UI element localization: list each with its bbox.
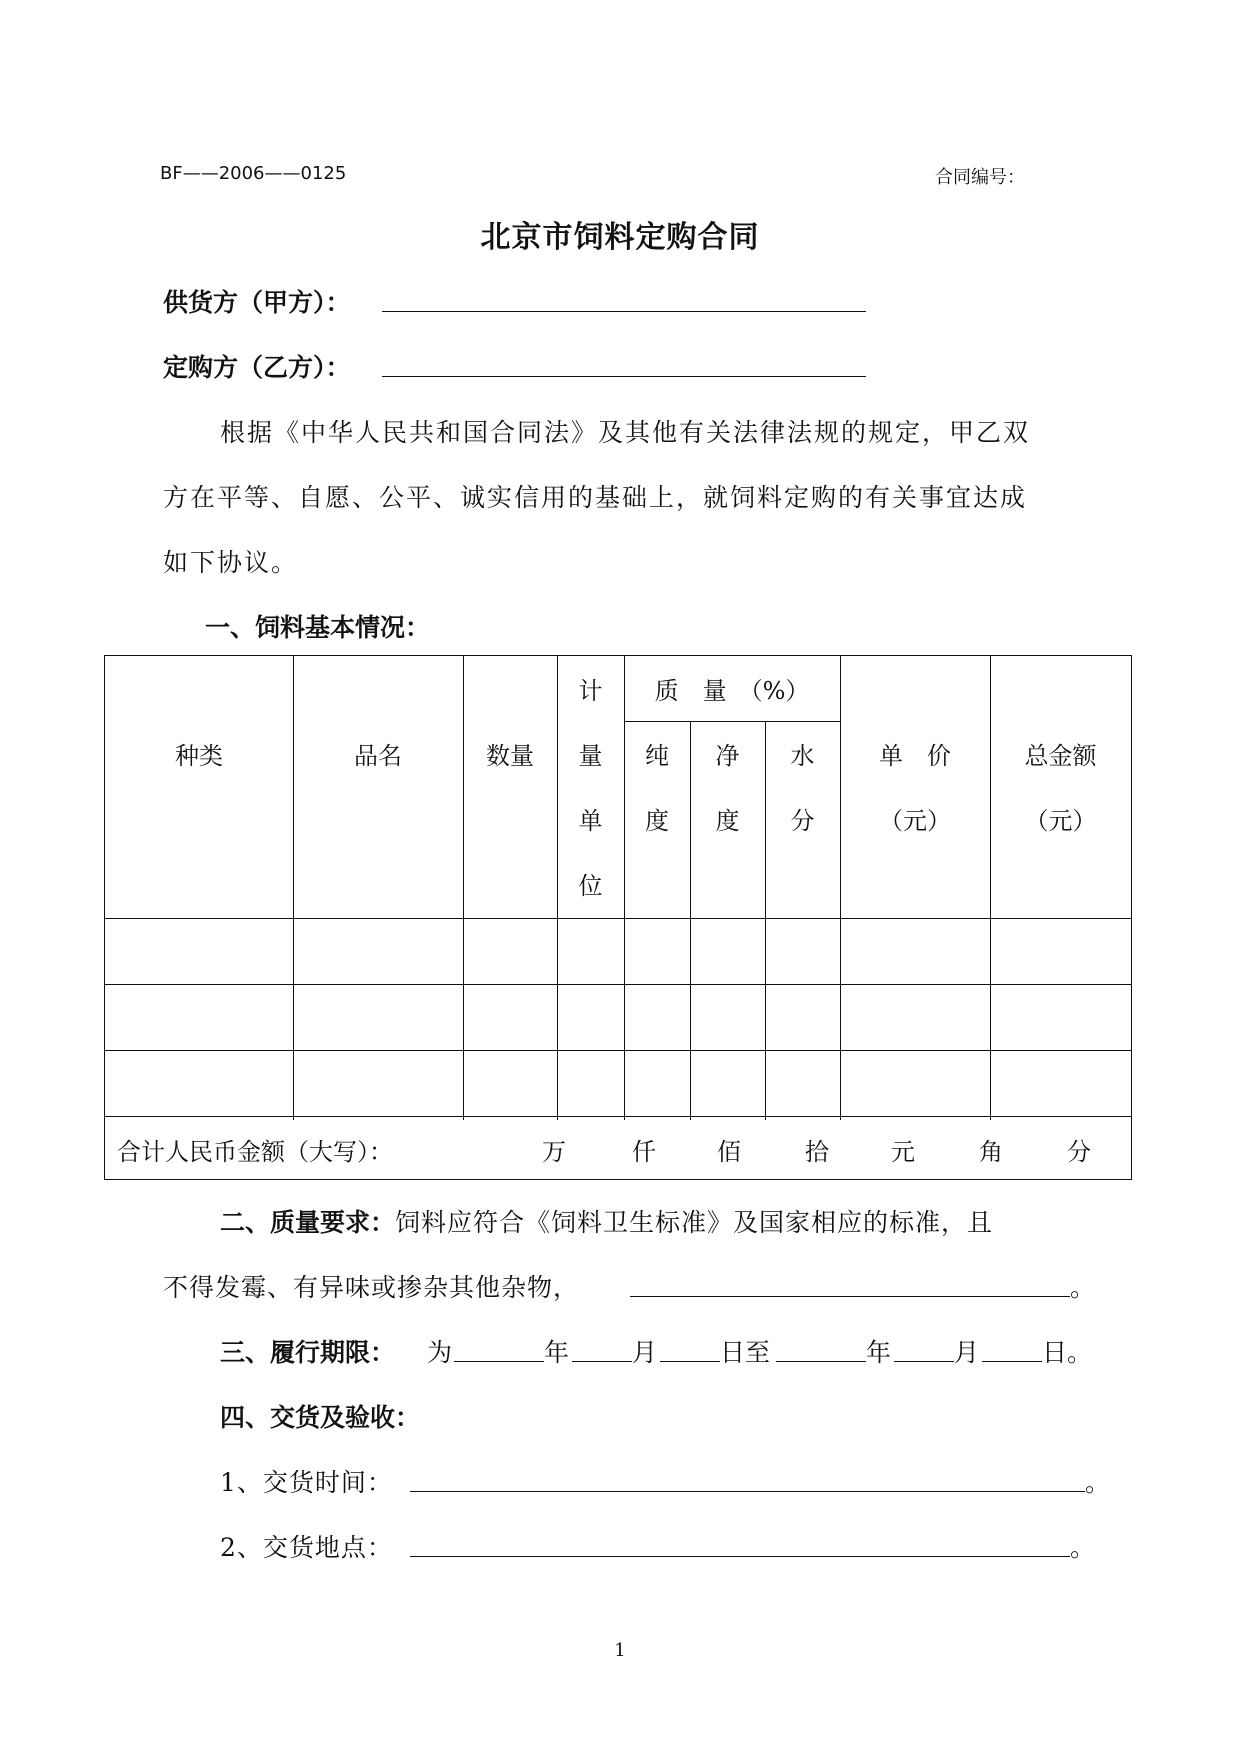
col-divider <box>765 721 766 1120</box>
document-title: 北京市饲料定购合同 <box>480 220 760 255</box>
supplier-blank[interactable] <box>382 311 866 312</box>
section-2-text-2: 不得发霉、有异味或掺杂其他杂物， <box>163 1273 580 1302</box>
header-water-1: 水 <box>790 742 815 770</box>
intro-line-2: 方在平等、自愿、公平、诚实信用的基础上，就饲料定购的有关事宜达成 <box>163 483 1028 512</box>
contract-number-label: 合同编号： <box>935 167 1025 188</box>
term-month-2: 月 <box>954 1338 980 1367</box>
term-year-1: 年 <box>544 1338 570 1367</box>
total-unit-wan: 万 <box>542 1138 566 1166</box>
delivery-place-blank[interactable] <box>410 1556 1070 1557</box>
header-purity-1: 纯 <box>645 742 669 770</box>
header-unit-4: 位 <box>578 872 603 900</box>
buyer-label: 定购方（乙方）： <box>163 353 351 382</box>
end-year-blank[interactable] <box>776 1361 866 1362</box>
col-divider <box>690 721 691 1120</box>
buyer-blank[interactable] <box>382 376 866 377</box>
intro-line-3: 如下协议。 <box>163 548 299 577</box>
document-code: BF——2006——0125 <box>160 163 347 184</box>
term-wei: 为 <box>427 1338 453 1367</box>
header-unit-2: 量 <box>578 742 603 770</box>
delivery-place-period: 。 <box>1070 1533 1096 1562</box>
header-purity-2: 度 <box>645 807 669 835</box>
start-day-blank[interactable] <box>660 1361 720 1362</box>
section-2-period: 。 <box>1070 1273 1096 1302</box>
header-total-amount-1: 总金额 <box>1024 742 1097 770</box>
total-rmb-label: 合计人民币金额（大写）： <box>117 1138 393 1166</box>
total-unit-bai: 佰 <box>717 1138 741 1166</box>
section-4-heading: 四、交货及验收： <box>220 1403 421 1432</box>
delivery-place-label: 2、交货地点： <box>220 1533 393 1562</box>
section-2-text-1: 饲料应符合《饲料卫生标准》及国家相应的标准，且 <box>395 1208 994 1237</box>
end-day-blank[interactable] <box>982 1361 1042 1362</box>
header-product-name: 品名 <box>354 742 402 770</box>
header-water-2: 分 <box>790 807 815 835</box>
delivery-time-period: 。 <box>1085 1468 1111 1497</box>
section-2-heading: 二、质量要求： <box>220 1208 396 1237</box>
header-unit-1: 计 <box>578 677 603 705</box>
supplier-label: 供货方（甲方）： <box>163 288 351 317</box>
end-month-blank[interactable] <box>894 1361 954 1362</box>
delivery-time-label: 1、交货时间： <box>220 1468 393 1497</box>
header-total-amount-2: （元） <box>1024 807 1097 835</box>
header-kind: 种类 <box>175 742 223 770</box>
start-year-blank[interactable] <box>454 1361 544 1362</box>
header-unit-3: 单 <box>578 807 603 835</box>
total-unit-fen: 分 <box>1067 1138 1091 1166</box>
row-divider <box>105 1050 1131 1051</box>
header-net-2: 度 <box>715 807 740 835</box>
term-day-end: 日。 <box>1042 1338 1093 1367</box>
row-divider <box>105 984 1131 985</box>
term-year-2: 年 <box>866 1338 892 1367</box>
header-net-1: 净 <box>715 742 740 770</box>
section-1-heading: 一、饲料基本情况： <box>205 613 431 642</box>
row-divider <box>105 1116 1131 1117</box>
delivery-time-blank[interactable] <box>410 1491 1085 1492</box>
total-unit-shi: 拾 <box>805 1138 829 1166</box>
feed-info-table <box>104 655 1132 1180</box>
header-unit-price-2: （元） <box>879 807 951 835</box>
intro-line-1: 根据《中华人民共和国合同法》及其他有关法律法规的规定，甲乙双 <box>220 418 1031 447</box>
section-3-heading: 三、履行期限： <box>220 1338 396 1367</box>
total-unit-jiao: 角 <box>979 1138 1003 1166</box>
term-day-to: 日至 <box>720 1338 771 1367</box>
header-unit-price-1: 单 价 <box>879 742 951 770</box>
quality-header-divider <box>624 721 840 722</box>
section-2-line-1 <box>220 1203 993 1239</box>
start-month-blank[interactable] <box>572 1361 632 1362</box>
header-quantity: 数量 <box>486 742 534 770</box>
total-unit-yuan: 元 <box>891 1138 915 1166</box>
row-divider <box>105 918 1131 919</box>
total-unit-qian: 仟 <box>632 1138 656 1166</box>
term-month-1: 月 <box>632 1338 658 1367</box>
page-number: 1 <box>614 1640 626 1661</box>
header-quality: 质 量 （%） <box>654 677 810 705</box>
section-2-blank[interactable] <box>630 1296 1070 1297</box>
